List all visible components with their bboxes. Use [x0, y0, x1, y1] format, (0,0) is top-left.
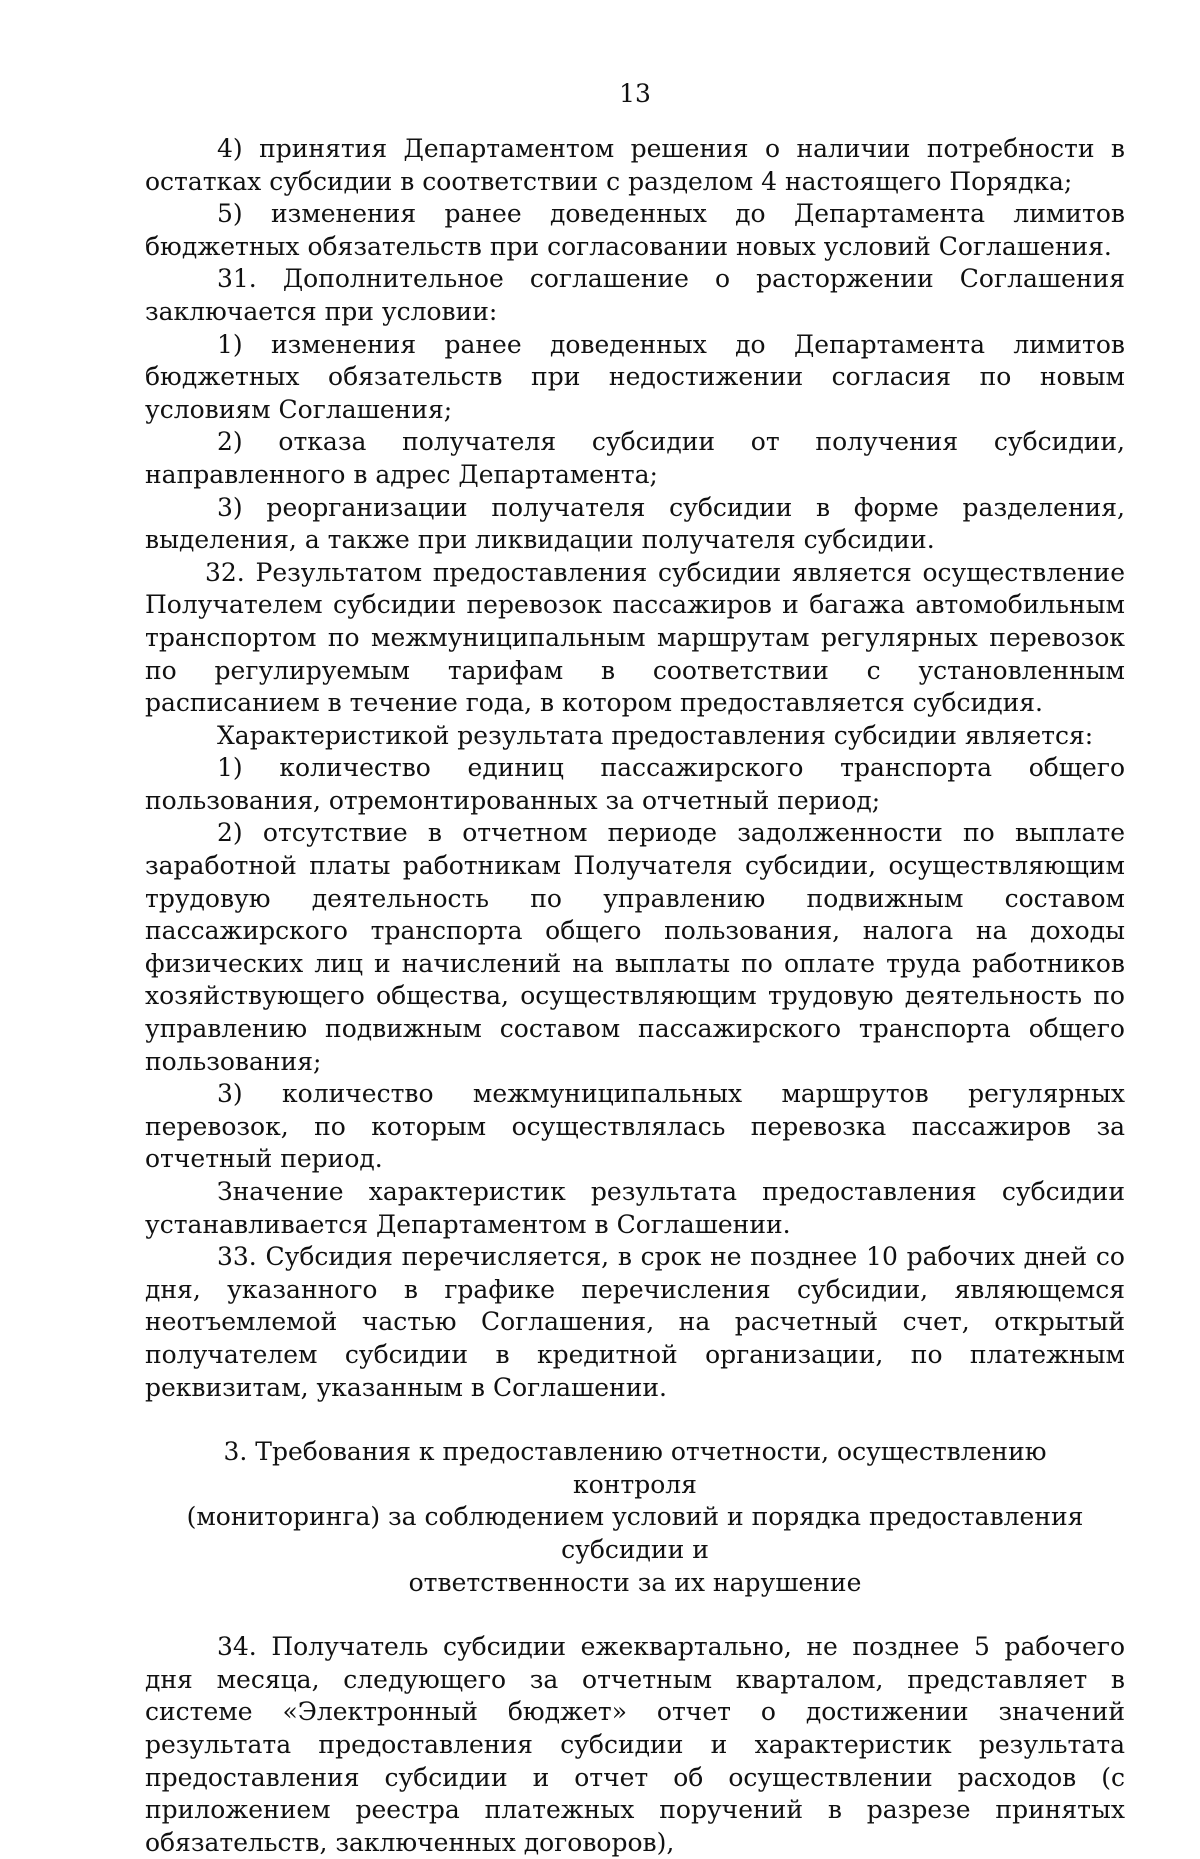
paragraph-32-values: Значение характеристик результата предоставления субсидии устанавливается Департаментом в Соглашении. — [145, 1177, 1125, 1239]
paragraph-31-item-2: 2) отказа получателя субсидии от получения субсидии, направленного в адрес Департамента; — [145, 427, 1125, 489]
paragraph-31: 31. Дополнительное соглашение о расторжении Соглашения заключается при условии: — [145, 264, 1125, 326]
paragraph-31-item-1: 1) изменения ранее доведенных до Департамента лимитов бюджетных обязательств при недостижении согласия по новым условиям Соглашения; — [145, 329, 1125, 424]
paragraph-item-5-limits-change: 5) изменения ранее доведенных до Департамента лимитов бюджетных обязательств при согласовании новых условий Соглашения. — [145, 199, 1125, 261]
paragraph-34: 34. Получатель субсидии ежеквартально, не позднее 5 рабочего дня месяца, следующего за отчетным кварталом, представляет в системе «Электронный бюджет» отчет о достижении значений результата предоставления субсидии и характеристик результата предоставления субсидии и отчет об осуществлении расходов (с приложением реестра платежных поручений в разрезе принятых обязательств, заключенных договоров), — [145, 1632, 1125, 1857]
paragraph-32-item-3: 3) количество межмуниципальных маршрутов регулярных перевозок, по которым осуществлялась перевозка пассажиров за отчетный период. — [145, 1079, 1125, 1174]
section-heading-line-1: 3. Требования к предоставлению отчетности, осуществлению контроля — [223, 1437, 1047, 1499]
section-heading — [145, 1436, 1125, 1599]
paragraph-32-item-2: 2) отсутствие в отчетном периоде задолженности по выплате заработной платы работникам Получателя субсидии, осуществляющим трудовую деятельность по управлению подвижным составом пассажирского транспорта общего пользования, налога на доходы физических лиц и начислений на выплаты по оплате труда работников хозяйствующего общества, осуществляющим трудовую деятельность по управлению подвижным составом пассажирского транспорта общего пользования; — [145, 818, 1125, 1076]
section-heading-line-2: (мониторинга) за соблюдением условий и порядка предоставления субсидии и — [186, 1502, 1084, 1564]
document-body — [145, 133, 1125, 1859]
paragraph-33: 33. Субсидия перечисляется, в срок не позднее 10 рабочих дней со дня, указанного в графике перечисления субсидии, являющемся неотъемлемой частью Соглашения, на расчетный счет, открытый получателем субсидии в кредитной организации, по платежным реквизитам, указанным в Соглашении. — [145, 1242, 1125, 1402]
paragraph-32-characteristics: Характеристикой результата предоставления субсидии является: — [217, 720, 1094, 750]
paragraph-32-item-1: 1) количество единиц пассажирского транспорта общего пользования, отремонтированных за отчетный период; — [145, 753, 1125, 815]
document-page — [145, 0, 1125, 1857]
page-number: 13 — [619, 79, 651, 108]
paragraph-32: 32. Результатом предоставления субсидии является осуществление Получателем субсидии перевозок пассажиров и багажа автомобильным транспортом по межмуниципальным маршрутам регулярных перевозок по регулируемым тарифам в соответствии с установленным расписанием в течение года, в котором предоставляется субсидия. — [145, 557, 1125, 718]
paragraph-31-item-3: 3) реорганизации получателя субсидии в форме разделения, выделения, а также при ликвидации получателя субсидии. — [145, 492, 1125, 555]
paragraph-item-4-acceptance: 4) принятия Департаментом решения о наличии потребности в остатках субсидии в соответствии с разделом 4 настоящего Порядка; — [145, 134, 1125, 196]
section-heading-line-3: ответственности за их нарушение — [408, 1567, 862, 1597]
